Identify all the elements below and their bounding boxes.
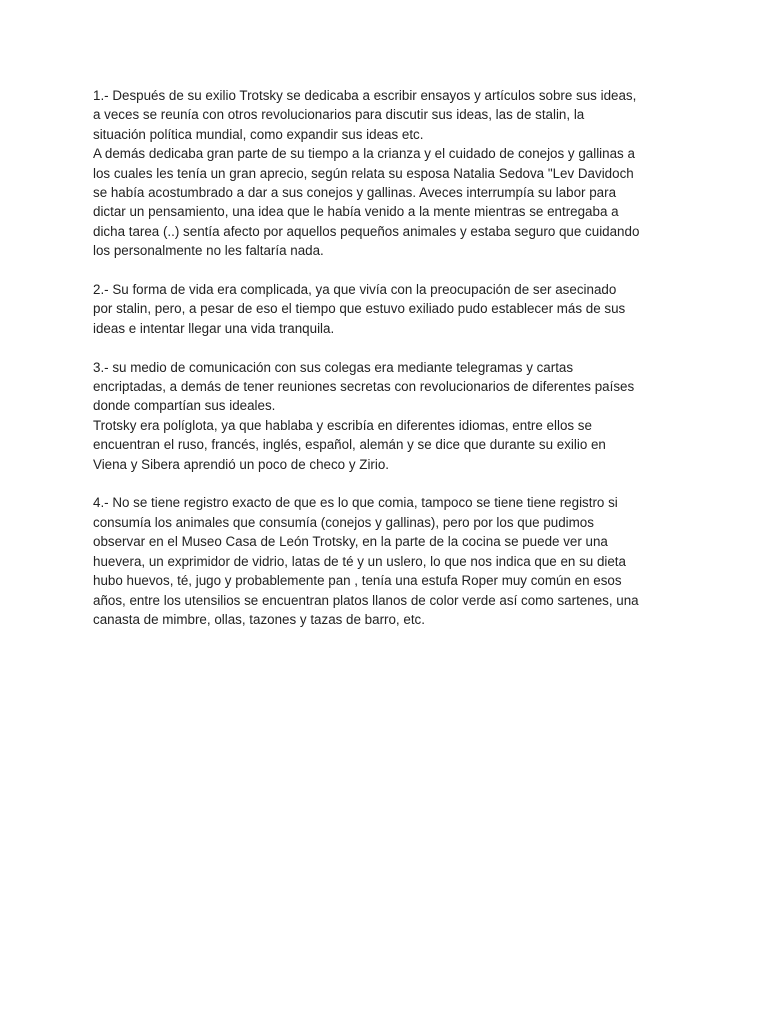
text-line: observar en el Museo Casa de León Trotsky, en la parte de la cocina se puede ver una	[93, 534, 608, 550]
text-line: encuentran el ruso, francés, inglés, español, alemán y se dice que durante su exilio en	[93, 437, 606, 453]
text-line: 1.- Después de su exilio Trotsky se dedicaba a escribir ensayos y artículos sobre sus ideas,	[93, 88, 637, 103]
text-line: consumía los animales que consumía (conejos y gallinas), pero por los que pudimos	[93, 514, 594, 530]
paragraph-2	[93, 280, 683, 338]
text-line: ideas e intentar llegar una vida tranquila.	[93, 320, 335, 336]
text-line: encriptadas, a demás de tener reuniones secretas con revolucionarios de diferentes países	[93, 379, 635, 395]
text-line: 4.- No se tiene registro exacto de que es lo que comia, tampoco se tiene tiene registro si	[93, 495, 618, 511]
text-line: a veces se reunía con otros revolucionarios para discutir sus ideas, las de stalin, la	[93, 107, 585, 123]
text-line: se había acostumbrado a dar a sus conejos y gallinas. Aveces interrumpía su labor para	[93, 185, 617, 201]
text-line: los cuales les tenía un gran aprecio, según relata su esposa Natalia Sedova "Lev Davidoch	[93, 165, 634, 181]
text-line: A demás dedicaba gran parte de su tiempo a la crianza y el cuidado de conejos y gallinas a	[93, 146, 635, 162]
text-line: Viena y Sibera aprendió un poco de checo y Zirio.	[93, 456, 390, 472]
text-line: Trotsky era políglota, ya que hablaba y escribía en diferentes idiomas, entre ellos se	[93, 417, 592, 433]
document-body	[93, 86, 683, 649]
text-line: donde compartían sus ideales.	[93, 398, 276, 414]
text-line: huevera, un exprimidor de vidrio, latas de té y un uslero, lo que nos indica que en su dieta	[93, 553, 626, 569]
text-line: 2.- Su forma de vida era complicada, ya que vivía con la preocupación de ser asecinado	[93, 282, 617, 298]
text-line: por stalin, pero, a pesar de eso el tiempo que estuvo exiliado pudo establecer más de sus	[93, 301, 626, 317]
paragraph-3	[93, 358, 683, 474]
text-line: dictar un pensamiento, una idea que le había venido a la mente mientras se entregaba a	[93, 204, 619, 220]
text-line: canasta de mimbre, ollas, tazones y tazas de barro, etc.	[93, 611, 425, 627]
text-line: situación política mundial, como expandir sus ideas etc.	[93, 126, 424, 142]
text-line: años, entre los utensilios se encuentran platos llanos de color verde así como sartenes, una	[93, 592, 639, 608]
paragraph-4	[93, 493, 683, 629]
text-line: hubo huevos, té, jugo y probablemente pan , tenía una estufa Roper muy común en esos	[93, 573, 622, 589]
text-line: dicha tarea (..) sentía afecto por aquellos pequeños animales y estaba seguro que cuidando	[93, 223, 640, 239]
paragraph-1	[93, 86, 683, 261]
text-line: 3.- su medio de comunicación con sus colegas era mediante telegramas y cartas	[93, 359, 574, 375]
text-line: los personalmente no les faltaría nada.	[93, 243, 324, 259]
